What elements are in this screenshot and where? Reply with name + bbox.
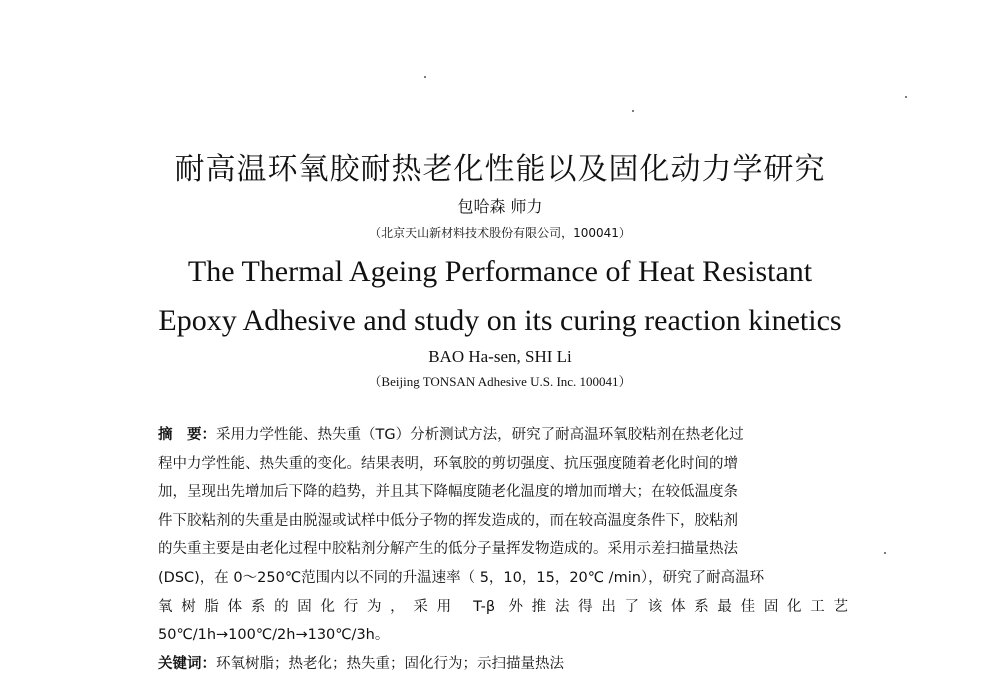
abstract-line: (DSC)，在 0～250℃范围内以不同的升温速率（ 5，10，15，20℃ /min），研究了耐高温环 bbox=[158, 570, 765, 586]
keywords-text: 环氧树脂；热老化；热失重；固化行为；示扫描量热法 bbox=[216, 656, 564, 672]
abstract-line: 程中力学性能、热失重的变化。结果表明，环氧胶的剪切强度、抗压强度随着老化时间的增 bbox=[158, 456, 738, 472]
keywords bbox=[158, 654, 848, 674]
abstract-line: 件下胶粘剂的失重是由脱湿或试样中低分子物的挥发造成的，而在较高温度条件下，胶粘剂 bbox=[158, 513, 738, 529]
abstract-line: 50℃/1h→100℃/2h→130℃/3h。 bbox=[158, 627, 390, 643]
authors-chinese: 包哈森 师力 bbox=[457, 197, 543, 216]
keywords-label: 关键词： bbox=[158, 656, 216, 672]
abstract-label: 摘 要： bbox=[158, 427, 216, 443]
scan-speck bbox=[424, 76, 426, 78]
authors-english: BAO Ha-sen, SHI Li bbox=[428, 347, 572, 366]
abstract-text: 采用力学性能、热失重（TG）分析测试方法，研究了耐高温环氧胶粘剂在热老化过 bbox=[216, 427, 744, 443]
paper-title-chinese: 耐高温环氧胶耐热老化性能以及固化动力学研究 bbox=[174, 152, 826, 187]
abstract-line: 加，呈现出先增加后下降的趋势，并且其下降幅度随老化温度的增加而增大；在较低温度条 bbox=[158, 484, 738, 500]
affiliation-english: （Beijing TONSAN Adhesive U.S. Inc. 100041） bbox=[368, 374, 632, 389]
paper-title-english-line-1: The Thermal Ageing Performance of Heat Resistant bbox=[187, 255, 813, 288]
scan-speck bbox=[905, 96, 907, 98]
scan-speck bbox=[632, 110, 634, 112]
scan-speck bbox=[884, 552, 886, 554]
affiliation-chinese: （北京天山新材料技术股份有限公司，100041） bbox=[369, 226, 631, 240]
paper-title-english-line-2: Epoxy Adhesive and study on its curing reaction kinetics bbox=[158, 304, 842, 337]
abstract-line: 的失重主要是由老化过程中胶粘剂分解产生的低分子量挥发物造成的。采用示差扫描量热法 bbox=[158, 541, 738, 557]
abstract-line: 氧树脂体系的固化行为，采用 T-β 外推法得出了该体系最佳固化工艺 bbox=[158, 599, 848, 615]
abstract-line bbox=[158, 425, 848, 445]
